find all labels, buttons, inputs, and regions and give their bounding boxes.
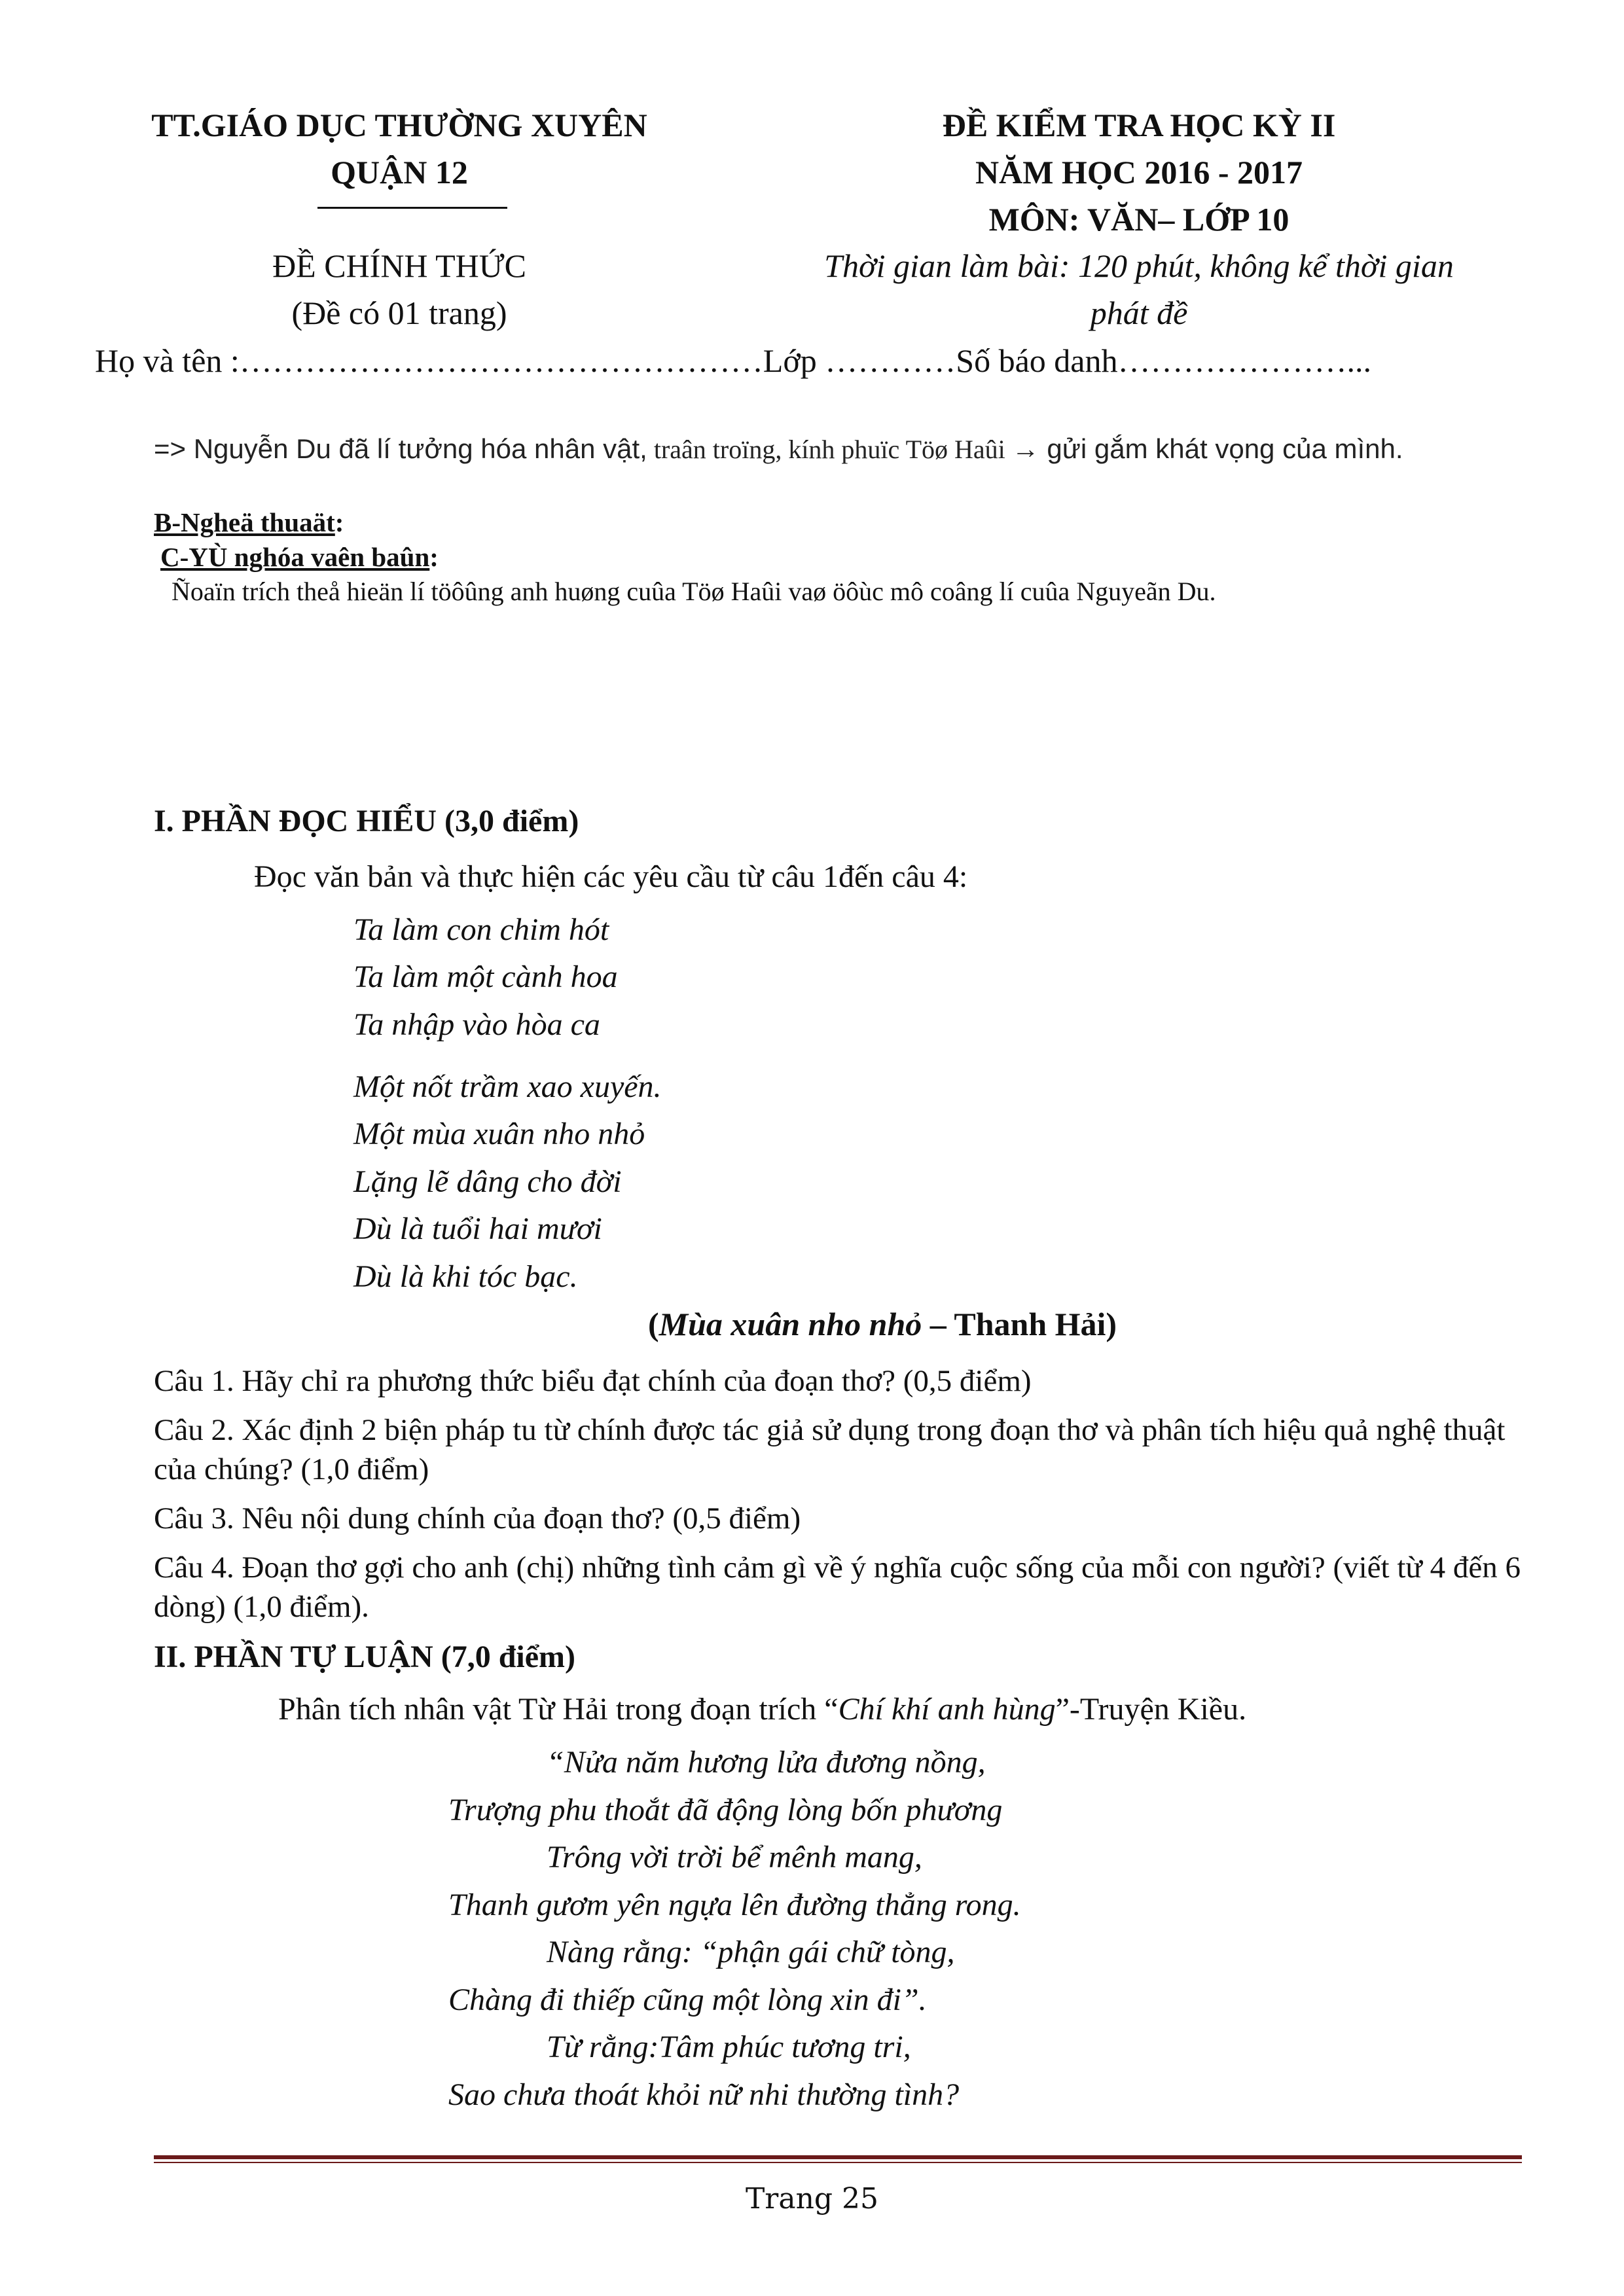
conclusion-part-c: → gửi gắm khát vọng của mình. [1011,433,1403,464]
poem-source [648,1302,1117,1346]
poem-line: Lặng lẽ dâng cho đời [353,1164,622,1199]
page-number: Trang 25 [745,2182,879,2215]
source-title: Mùa xuân nho nhỏ [659,1306,922,1342]
verse-line: Trông vời trời bể mênh mang, [547,1840,922,1874]
question-item: Câu 1. Hãy chỉ ra phương thức biểu đạt chính của đoạn thơ? (0,5 điểm) [154,1364,1032,1398]
footer-rule-thick [154,2155,1522,2159]
meaning-text: Ñoaïn trích theå hieän lí töôûng anh huøng cuûa Töø Haûi vaø öôùc mô coâng lí cuûa Nguyeãn Du. [171,577,1216,606]
poem-line: Dù là tuổi hai mươi [353,1211,602,1246]
art-heading-line [154,505,344,539]
conclusion-part-b: traân troïng, kính phuïc Töø Haûi [647,435,1012,464]
district-name: QUẬN 12 [331,154,468,190]
poem-line: Một mùa xuân nho nhỏ [353,1117,645,1151]
verse-line: Trượng phu thoắt đã động lòng bốn phương [448,1793,1003,1827]
art-heading: B-Ngheä thuaät [154,507,335,537]
prompt-part-a: Phân tích nhân vật Từ Hải trong đoạn trích “ [278,1692,839,1727]
conclusion-paragraph [154,431,1515,468]
poem-line: Ta làm một cành hoa [353,960,618,994]
verse-line: Chàng đi thiếp cũng một lòng xin đi”. [448,1982,927,2017]
time-limit-line1: Thời gian làm bài: 120 phút, không kể thời gian [824,247,1454,284]
time-limit-line2: phát đề [1090,295,1188,331]
poem-line: Ta làm con chim hót [353,912,609,947]
poem-line: Dù là khi tóc bạc. [353,1259,578,1294]
meaning-heading-line [160,540,439,574]
art-heading-colon: : [334,507,344,537]
question-item: Câu 2. Xác định 2 biện pháp tu từ chính được tác giả sử dụng trong đoạn thơ và phân tích hiệu quả nghệ thuật của chúng? (1,0 điểm) [154,1413,1506,1486]
part2-heading: II. PHẦN TỰ LUẬN (7,0 điểm) [154,1640,575,1674]
part1-instruction: Đọc văn bản và thực hiện các yêu cầu từ câu 1đến câu 4: [254,859,968,894]
footer-rule-thin [154,2162,1522,2163]
verse-line: Thanh gươm yên ngựa lên đường thẳng rong. [448,1888,1021,1922]
meaning-heading-colon: : [429,542,439,572]
verse-line: Nàng rằng: “phận gái chữ tòng, [547,1935,955,1969]
poem-line: Ta nhập vào hòa ca [353,1007,600,1042]
meaning-heading: C-YÙ nghóa vaên baûn [160,542,430,572]
question-item: Câu 4. Đoạn thơ gợi cho anh (chị) những tình cảm gì về ý nghĩa cuộc sống của mỗi con người? (viết từ 4 đến 6 dòng) (1,0 điểm). [154,1551,1521,1624]
school-name: TT.GIÁO DỤC THƯỜNG XUYÊN [151,107,647,143]
prompt-part-b: Chí khí anh hùng [838,1692,1056,1727]
source-open: ( [648,1306,659,1342]
header-underline [317,207,507,209]
question-item: Câu 3. Nêu nội dung chính của đoạn thơ? (0,5 điểm) [154,1501,801,1535]
verse-line: Sao chưa thoát khỏi nữ nhi thường tình? [448,2077,960,2112]
exam-title: ĐỀ KIỂM TRA HỌC KỲ II [942,107,1336,143]
source-author: – Thanh Hải) [922,1306,1117,1342]
school-year: NĂM HỌC 2016 - 2017 [975,154,1303,190]
poem-line: Một nốt trầm xao xuyến. [353,1069,662,1104]
student-info-line: Họ và tên :…………………………………………Lớp …………Số báo danh…………………... [95,342,1371,379]
page-count-note: (Đề có 01 trang) [291,295,507,331]
official-label: ĐỀ CHÍNH THỨC [272,247,526,284]
verse-line: “Nửa năm hương lửa đương nồng, [547,1745,986,1780]
prompt-part-c: ”-Truyện Kiều. [1055,1692,1247,1727]
subject-line: MÔN: VĂN– LỚP 10 [988,201,1290,238]
verse-line: Từ rằng:Tâm phúc tương tri, [547,2030,911,2064]
conclusion-part-a: => Nguyễn Du đã lí tưởng hóa nhân vật, [154,433,647,464]
part1-heading: I. PHẦN ĐỌC HIỂU (3,0 điểm) [154,804,579,838]
part2-prompt [278,1689,1246,1731]
